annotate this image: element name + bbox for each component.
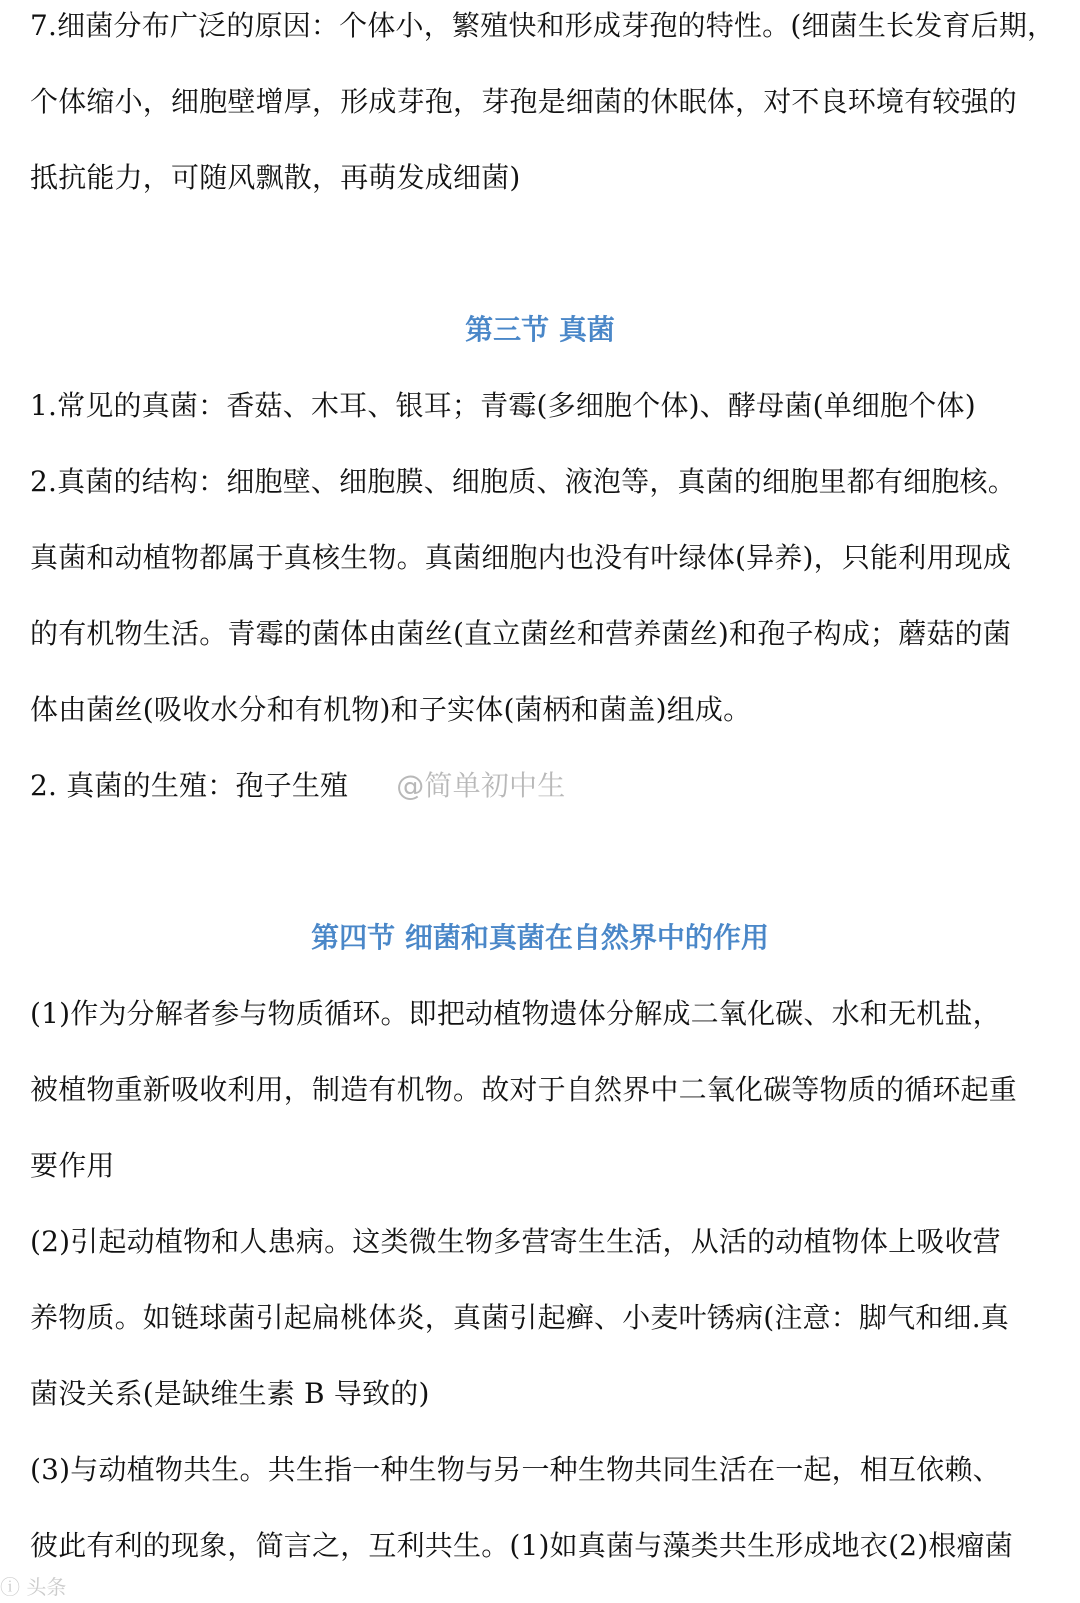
paragraph-line: (3)与动植物共生。共生指一种生物与另一种生物共同生活在一起，相互依赖、	[30, 1453, 1001, 1486]
section-heading: 第三节 真菌	[465, 313, 615, 346]
paragraph-line: 养物质。如链球菌引起扁桃体炎，真菌引起癣、小麦叶锈病(注意：脚气和细.真	[30, 1301, 1010, 1334]
paragraph-line: 要作用	[30, 1149, 115, 1182]
platform-watermark: ⓘ 头条	[0, 1575, 67, 1599]
paragraph-line: 彼此有利的现象，简言之，互利共生。(1)如真菌与藻类共生形成地衣(2)根瘤菌	[30, 1529, 1013, 1562]
paragraph-line: 真菌和动植物都属于真核生物。真菌细胞内也没有叶绿体(异养)，只能利用现成	[30, 541, 1012, 574]
paragraph-line: 体由菌丝(吸收水分和有机物)和子实体(菌柄和菌盖)组成。	[30, 693, 752, 726]
paragraph-line: (1)作为分解者参与物质循环。即把动植物遗体分解成二氧化碳、水和无机盐，	[30, 997, 1001, 1030]
section-heading: 第四节 细菌和真菌在自然界中的作用	[311, 921, 769, 954]
paragraph-line: 菌没关系(是缺维生素 B 导致的)	[30, 1377, 430, 1410]
reproduction-text: 2. 真菌的生殖：孢子生殖	[30, 769, 349, 802]
paragraph-line: 2.真菌的结构：细胞壁、细胞膜、细胞质、液泡等，真菌的细胞里都有细胞核。	[30, 465, 1016, 498]
paragraph-line: 7.细菌分布广泛的原因：个体小，繁殖快和形成芽孢的特性。(细菌生长发育后期，	[30, 9, 1056, 42]
paragraph-line: 被植物重新吸收利用，制造有机物。故对于自然界中二氧化碳等物质的循环起重	[30, 1073, 1018, 1106]
paragraph-line: (2)引起动植物和人患病。这类微生物多营寄生生活，从活的动植物体上吸收营	[30, 1225, 1001, 1258]
paragraph-line: 的有机物生活。青霉的菌体由菌丝(直立菌丝和营养菌丝)和孢子构成；蘑菇的菌	[30, 617, 1012, 650]
author-watermark: @简单初中生	[396, 769, 566, 802]
paragraph-line: 个体缩小，细胞壁增厚，形成芽孢，芽孢是细菌的休眠体，对不良环境有较强的	[30, 85, 1018, 118]
paragraph-line: 1.常见的真菌：香菇、木耳、银耳；青霉(多细胞个体)、酵母菌(单细胞个体)	[30, 389, 976, 422]
reproduction-line	[30, 766, 1052, 806]
paragraph-line: 抵抗能力，可随风飘散，再萌发成细菌)	[30, 161, 521, 194]
